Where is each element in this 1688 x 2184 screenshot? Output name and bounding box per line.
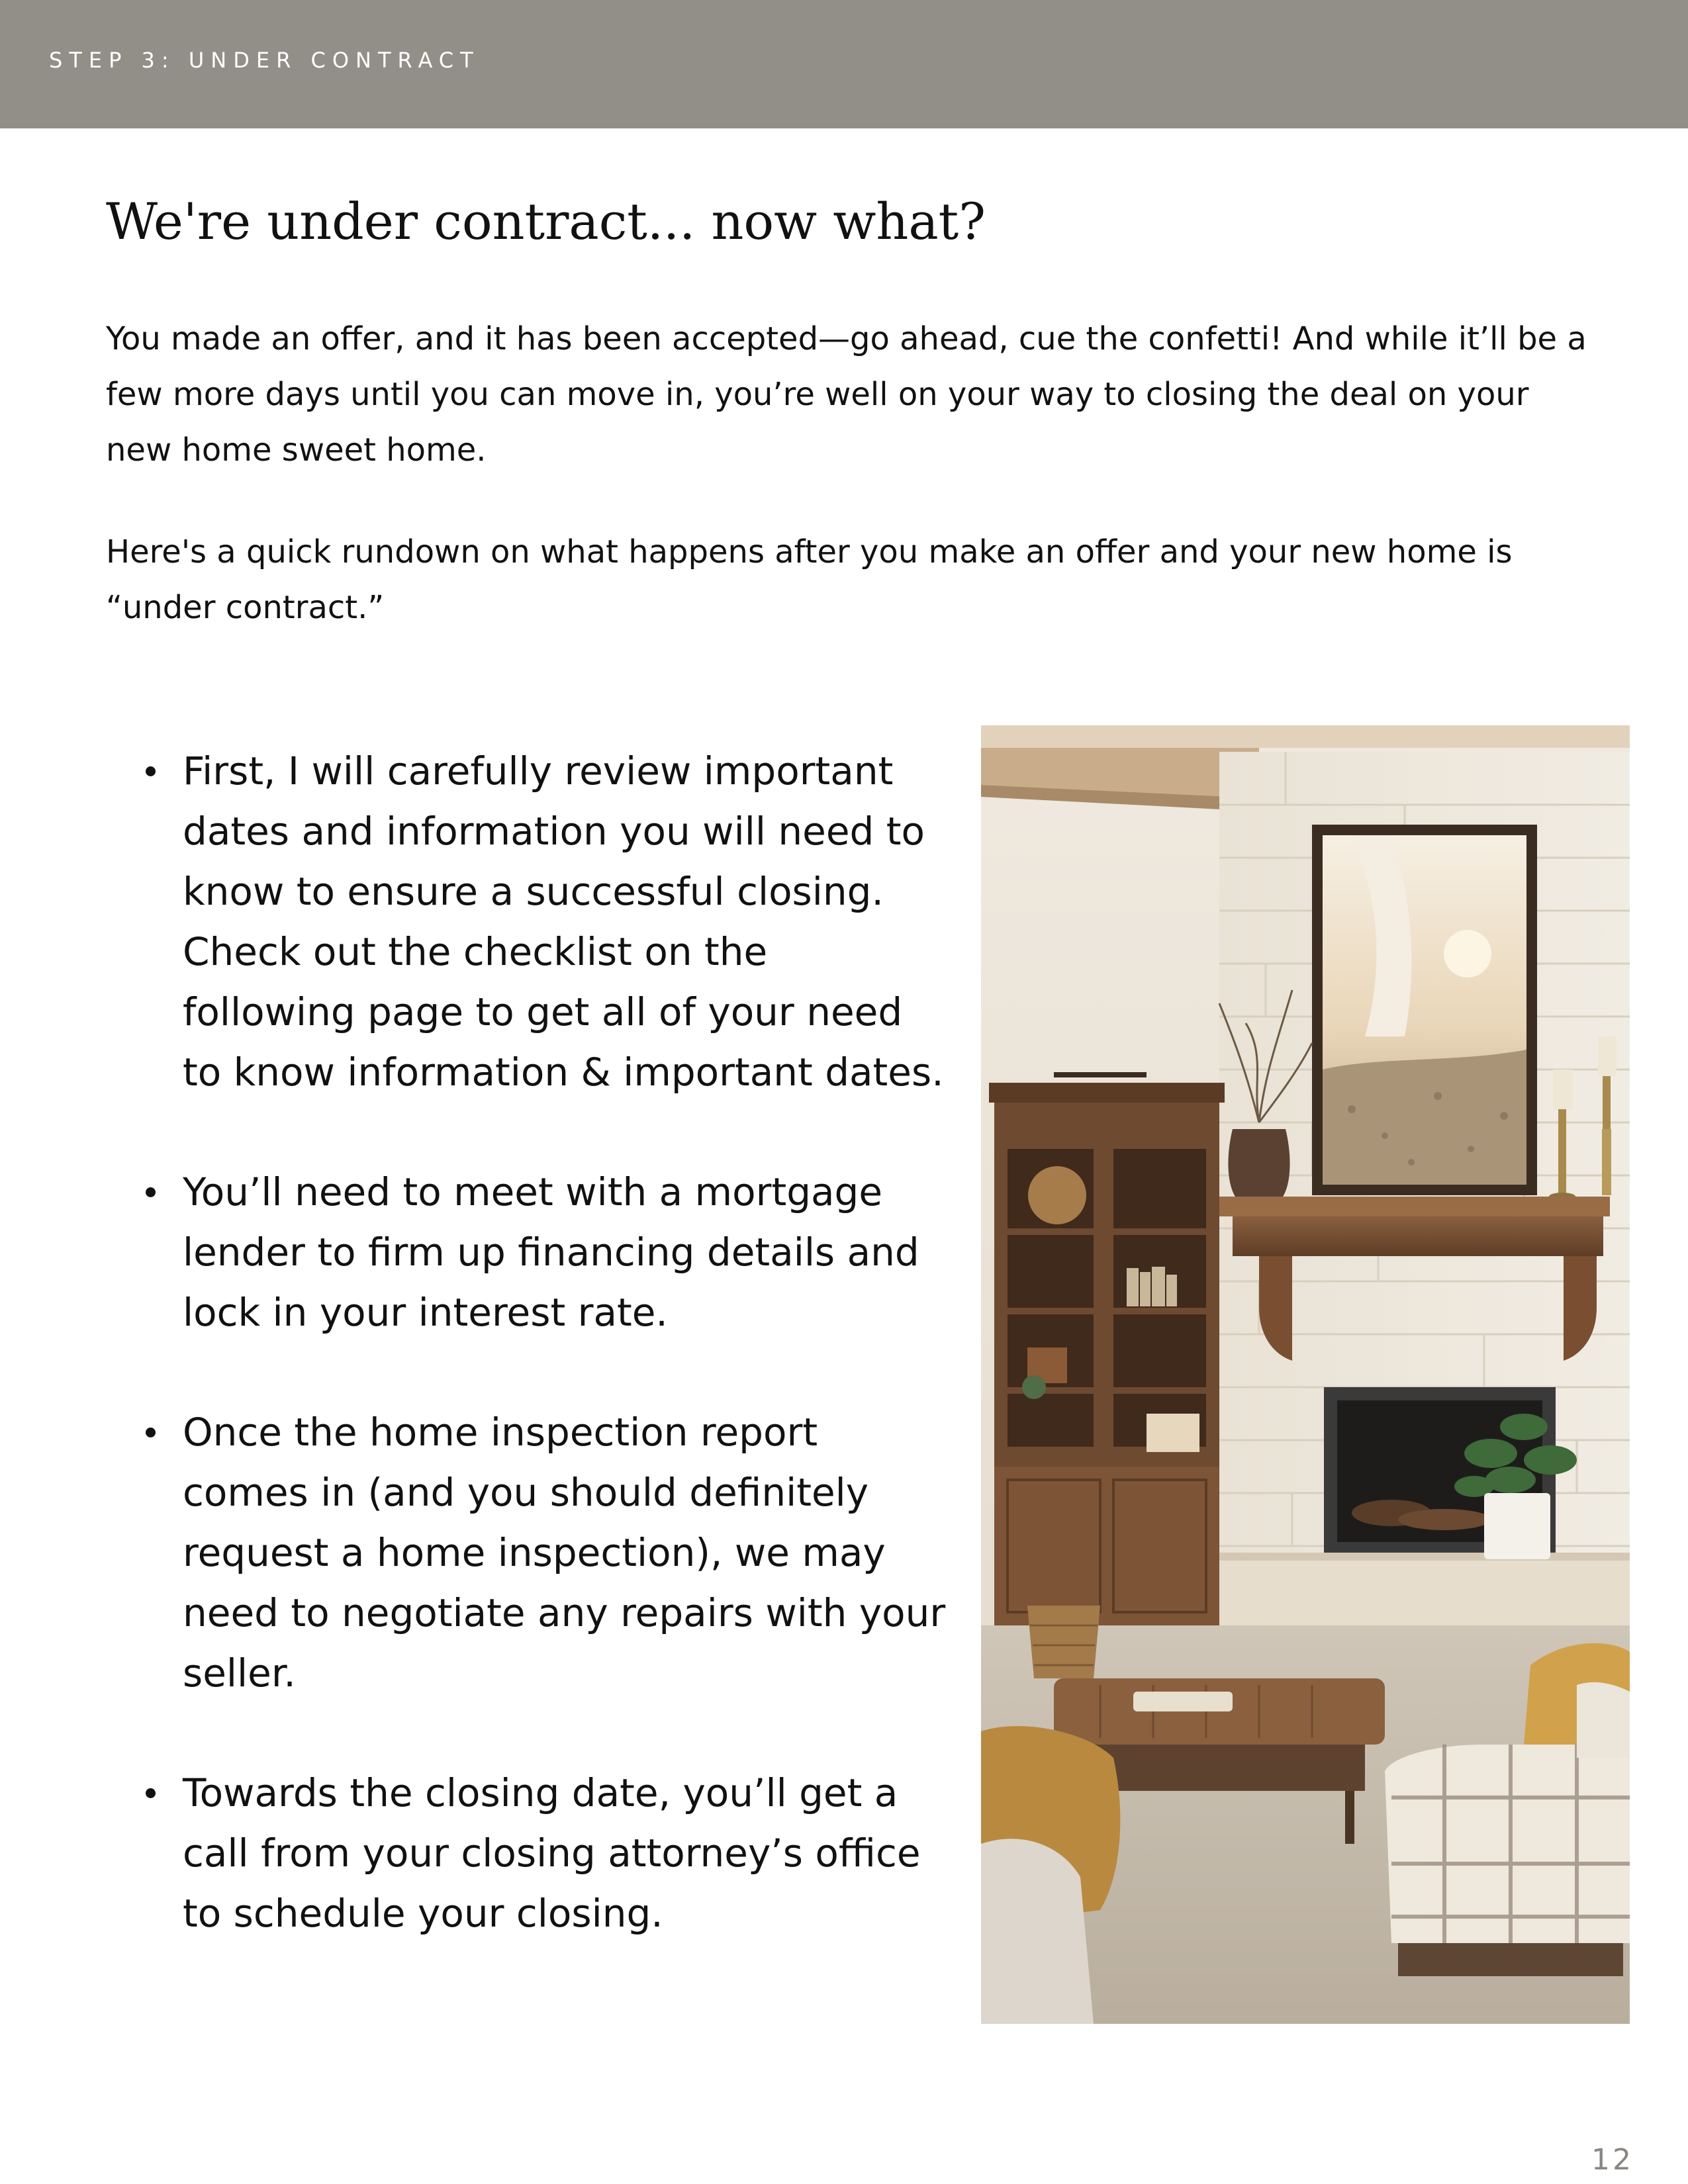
bullet-dot (146, 1428, 156, 1437)
bullet-text: First, I will carefully review important dates and information you will need to know to ensure a successful closing. Check out the checklist on the following page to get all of your need to know information & important dates. (183, 749, 944, 1095)
page-title: We're under contract... now what? (106, 192, 986, 251)
list-item (126, 1763, 947, 1944)
bullet-dot (146, 1187, 156, 1197)
list-item (126, 741, 947, 1103)
bullet-text: Once the home inspection report comes in (and you should definitely request a home inspection), we may need to negotiate any repairs with your seller. (183, 1410, 946, 1696)
bullet-dot (146, 1788, 156, 1798)
section-label: STEP 3: UNDER CONTRACT (49, 48, 480, 73)
list-item (126, 1162, 947, 1343)
intro-paragraph: Here's a quick rundown on what happens after you make an offer and your new home is “under contract.” (106, 533, 1513, 626)
living-room-illustration (981, 725, 1630, 2024)
list-item (126, 1402, 947, 1704)
bullet-text: Towards the closing date, you’ll get a call from your closing attorney’s office to schedule your closing. (183, 1770, 921, 1936)
living-room-photo (981, 725, 1630, 2024)
page-number: 12 (1591, 2143, 1634, 2177)
bullet-dot (146, 766, 156, 776)
bullet-text: You’ll need to meet with a mortgage lender to firm up financing details and lock in your interest rate. (183, 1169, 919, 1335)
header-bar (0, 0, 1688, 128)
intro-paragraph: You made an offer, and it has been accepted—go ahead, cue the confetti! And while it’ll be a few more days until you can move in, you’re well on your way to closing the deal on your new home sweet home. (106, 320, 1587, 469)
bullet-list (126, 741, 947, 2003)
